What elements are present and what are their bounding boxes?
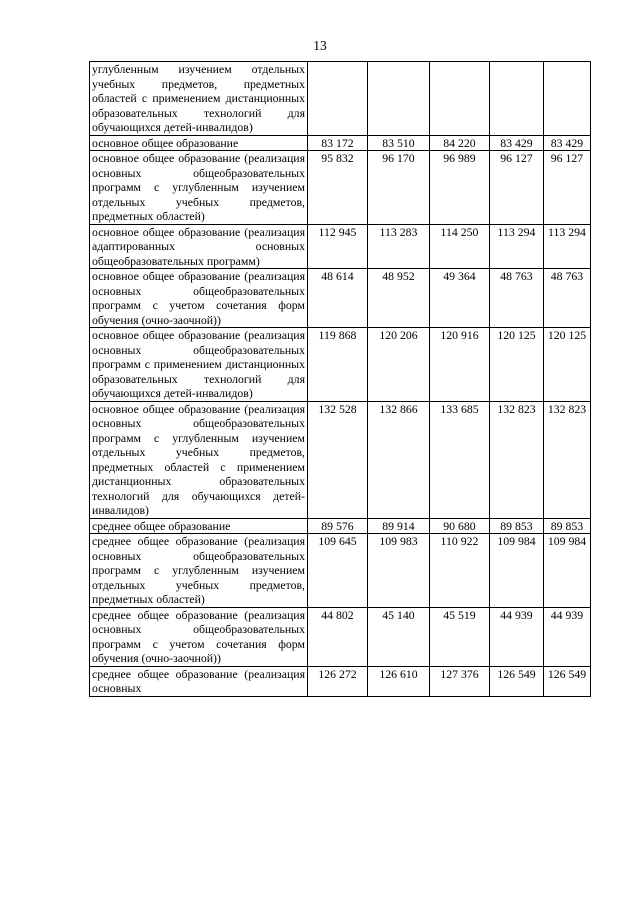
value-cell: 49 364 — [430, 269, 490, 328]
value-cell: 120 125 — [490, 328, 544, 402]
table-row — [90, 666, 591, 696]
value-cell: 109 984 — [490, 534, 544, 608]
value-cell: 84 220 — [430, 135, 490, 151]
value-cell: 83 429 — [544, 135, 591, 151]
value-cell: 120 916 — [430, 328, 490, 402]
page-number: 13 — [313, 38, 327, 53]
value-cell: 132 823 — [544, 401, 591, 518]
value-cell: 112 945 — [308, 224, 368, 269]
value-cell: 119 868 — [308, 328, 368, 402]
value-cell: 127 376 — [430, 666, 490, 696]
value-cell: 109 645 — [308, 534, 368, 608]
value-cell: 120 125 — [544, 328, 591, 402]
value-cell: 48 952 — [368, 269, 430, 328]
value-cell: 48 614 — [308, 269, 368, 328]
value-cell: 132 823 — [490, 401, 544, 518]
table-row — [90, 224, 591, 269]
value-cell — [308, 62, 368, 136]
value-cell: 126 549 — [544, 666, 591, 696]
row-description: основное общее образование (реализация основных общеобразовательных программ с применением дистанционных образовательных технологий для обучающихся детей-инвалидов) — [90, 328, 308, 402]
value-cell: 95 832 — [308, 151, 368, 225]
value-cell: 120 206 — [368, 328, 430, 402]
value-cell: 96 989 — [430, 151, 490, 225]
value-cell: 113 283 — [368, 224, 430, 269]
value-cell: 126 549 — [490, 666, 544, 696]
value-cell: 96 127 — [490, 151, 544, 225]
table-row — [90, 269, 591, 328]
row-description: среднее общее образование — [90, 518, 308, 534]
value-cell: 89 853 — [490, 518, 544, 534]
value-cell: 45 140 — [368, 607, 430, 666]
value-cell: 113 294 — [544, 224, 591, 269]
value-cell: 114 250 — [430, 224, 490, 269]
row-description: углубленным изучением отдельных учебных предметов, предметных областей с применением дистанционных образовательных технологий для обучающихся детей-инвалидов) — [90, 62, 308, 136]
value-cell: 83 172 — [308, 135, 368, 151]
value-cell: 110 922 — [430, 534, 490, 608]
value-cell: 126 272 — [308, 666, 368, 696]
value-cell: 44 939 — [544, 607, 591, 666]
table-row — [90, 401, 591, 518]
table-row — [90, 135, 591, 151]
table-row — [90, 62, 591, 136]
value-cell: 126 610 — [368, 666, 430, 696]
value-cell: 133 685 — [430, 401, 490, 518]
row-description: основное общее образование — [90, 135, 308, 151]
row-description: основное общее образование (реализация основных общеобразовательных программ с учетом сочетания форм обучения (очно-заочной)) — [90, 269, 308, 328]
value-cell: 83 429 — [490, 135, 544, 151]
value-cell: 109 983 — [368, 534, 430, 608]
table-row — [90, 518, 591, 534]
value-cell: 132 528 — [308, 401, 368, 518]
table-row — [90, 151, 591, 225]
value-cell: 44 802 — [308, 607, 368, 666]
row-description: среднее общее образование (реализация основных — [90, 666, 308, 696]
value-cell: 113 294 — [490, 224, 544, 269]
row-description: основное общее образование (реализация основных общеобразовательных программ с углубленным изучением отдельных учебных предметов, предметных областей) — [90, 151, 308, 225]
row-description: среднее общее образование (реализация основных общеобразовательных программ с углубленным изучением отдельных учебных предметов, предметных областей) — [90, 534, 308, 608]
value-cell — [430, 62, 490, 136]
row-description: основное общее образование (реализация адаптированных основных общеобразовательных программ) — [90, 224, 308, 269]
value-cell — [544, 62, 591, 136]
value-cell: 44 939 — [490, 607, 544, 666]
value-cell: 96 170 — [368, 151, 430, 225]
value-cell: 96 127 — [544, 151, 591, 225]
value-cell: 89 853 — [544, 518, 591, 534]
funding-table — [89, 61, 591, 697]
value-cell: 89 914 — [368, 518, 430, 534]
value-cell: 90 680 — [430, 518, 490, 534]
value-cell: 89 576 — [308, 518, 368, 534]
value-cell: 132 866 — [368, 401, 430, 518]
value-cell: 48 763 — [490, 269, 544, 328]
table-row — [90, 607, 591, 666]
value-cell: 48 763 — [544, 269, 591, 328]
table-row — [90, 534, 591, 608]
value-cell: 83 510 — [368, 135, 430, 151]
value-cell: 45 519 — [430, 607, 490, 666]
row-description: основное общее образование (реализация основных общеобразовательных программ с углубленным изучением отдельных учебных предметов, предметных областей с применением дистанционных образовательных технологий для обучающихся детей-инвалидов) — [90, 401, 308, 518]
value-cell — [368, 62, 430, 136]
value-cell — [490, 62, 544, 136]
table-row — [90, 328, 591, 402]
value-cell: 109 984 — [544, 534, 591, 608]
row-description: среднее общее образование (реализация основных общеобразовательных программ с учетом сочетания форм обучения (очно-заочной)) — [90, 607, 308, 666]
